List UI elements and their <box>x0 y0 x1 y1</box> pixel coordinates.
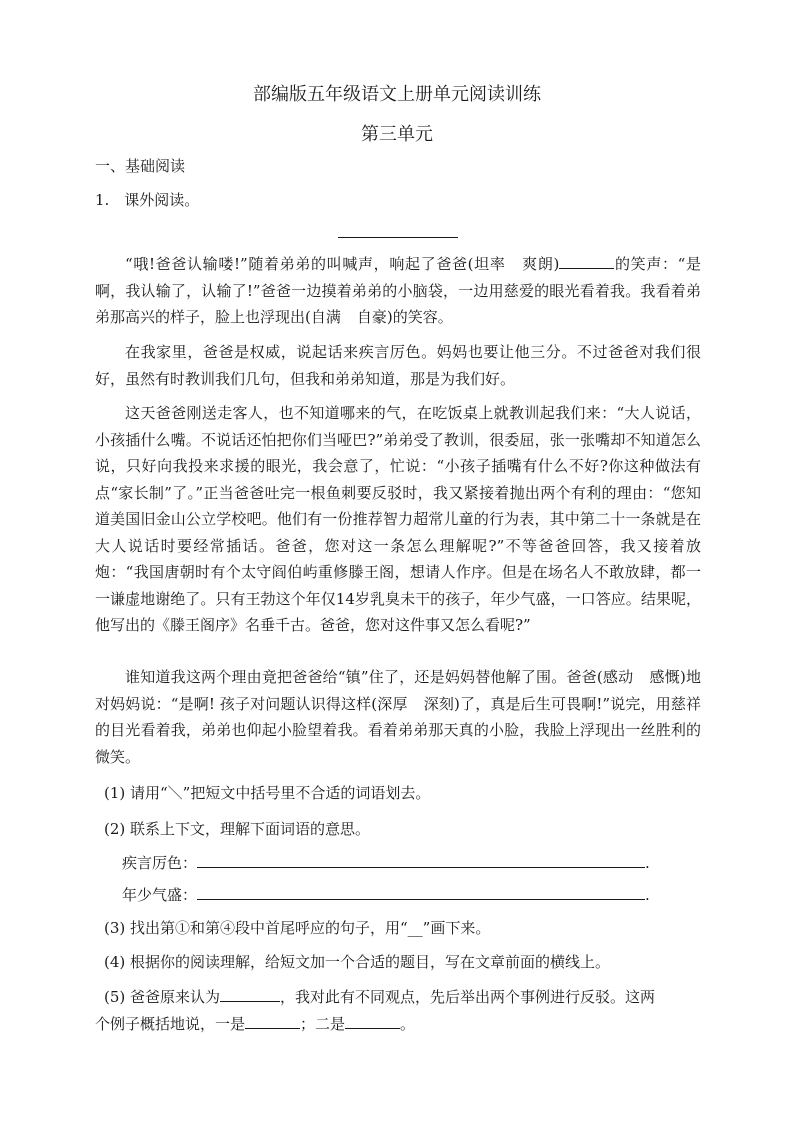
answer-row-1 <box>122 852 650 873</box>
passage-paragraph-3: 这天爸爸刚送走客人，也不知道哪来的气，在吃饭桌上就教训起我们来：“大人说话，小孩插什么嘴。不说话还怕把你们当哑巴?”弟弟受了教训，很委屈，张一张嘴却不知道怎么说，只好向我投来求援的眼光，我会意了，忙说：“小孩子插嘴有什么不好?你这种做法有点“家长制”了。”正当爸爸吐完一根鱼刺要反驳时，我又紧接着抛出两个有利的理由：“您知道美国旧金山公立学校吧。他们有一份推荐智力超常儿童的行为表，其中第二十一条就是在大人说话时要经常插话。爸爸，您对这一条怎么理解呢?”不等爸爸回答，我又接着放炮：“我国唐朝时有个太守阎伯屿重修滕王阁，想请人作序。但是在场名人不敢放肆，都一一谦虚地谢绝了。只有王勃这个年仅14岁乳臭未干的孩子，年少气盛，一口答应。结果呢，他写出的《滕王阁序》名垂千古。爸爸，您对这件事又怎么看呢?” <box>95 404 701 634</box>
term-label-2: 年少气盛： <box>122 886 198 904</box>
answer-line-1[interactable] <box>197 852 645 868</box>
question-4: (4) 根据你的阅读理解，给短文加一个合适的题目，写在文章前面的横线上。 <box>104 953 611 971</box>
unit-subtitle: 第三单元 <box>361 124 433 145</box>
item-heading: 1. 课外阅读。 <box>95 191 200 209</box>
passage-paragraph-4 <box>95 664 701 770</box>
question-5-line-2 <box>95 1013 415 1034</box>
q5-text-e: 。 <box>400 1015 416 1033</box>
p1-text-d: 自豪)的笑容。 <box>356 308 453 326</box>
blank-laugh-fill[interactable] <box>559 253 614 269</box>
q5-text-c: 个例子概括地说，一是 <box>95 1015 246 1033</box>
term-label-1: 疾言厉色： <box>122 854 198 872</box>
passage-title-blank[interactable] <box>338 237 458 238</box>
q5-blank-father-view[interactable] <box>220 986 280 1002</box>
q5-blank-example-1[interactable] <box>245 1013 300 1029</box>
document-title: 部编版五年级语文上册单元阅读训练 <box>253 84 541 105</box>
question-5-line-1 <box>104 986 655 1007</box>
q5-text-a: (5) 爸爸原来认为 <box>104 988 221 1006</box>
answer-line-2[interactable] <box>197 884 645 900</box>
answer-end-1: . <box>645 854 650 872</box>
p1-text-b: 爽朗) <box>521 255 560 273</box>
passage-paragraph-1 <box>95 251 701 331</box>
q5-text-d: ；二是 <box>300 1015 346 1033</box>
passage-paragraph-2: 在我家里，爸爸是权威，说起话来疾言厉色。妈妈也要让他三分。不过爸爸对我们很好，虽然有时教训我们几句，但我和弟弟知道，那是为我们好。 <box>95 343 701 388</box>
p4-text-b: 感慨)地对妈妈说：“是啊! 孩子对问题认识得这样(深厚 <box>95 668 701 713</box>
p4-text-c: 深刻)了，真是后生可畏啊!”说完，用慈祥的目光看着我，弟弟也仰起小脸望着我。看着弟弟那天真的小脸，我脸上浮现出一丝胜利的微笑。 <box>95 694 701 766</box>
section-heading: 一、基础阅读 <box>95 157 186 175</box>
answer-end-2: . <box>645 886 650 904</box>
p1-text-a: “哦!爸爸认输喽!”随着弟弟的叫喊声，响起了爸爸(坦率 <box>125 255 506 273</box>
question-2: (2) 联系上下文，理解下面词语的意思。 <box>104 820 371 838</box>
answer-row-2 <box>122 884 650 905</box>
question-3: (3) 找出第①和第④段中首尾呼应的句子，用“__”画下来。 <box>104 919 491 937</box>
p4-text-a: 谁知道我这两个理由竟把爸爸给“镇”住了，还是妈妈替他解了围。爸爸(感动 <box>125 668 634 686</box>
p1-text-c: 的笑声：“是啊，我认输了，认输了!”爸爸一边摸着弟弟的小脑袋，一边用慈爱的眼光看着我。我看着弟弟那高兴的样子，脸上也浮现出(自满 <box>95 255 701 326</box>
q5-blank-example-2[interactable] <box>345 1013 400 1029</box>
question-1: (1) 请用“＼”把短文中括号里不合适的词语划去。 <box>104 784 431 802</box>
q5-text-b: ，我对此有不同观点，先后举出两个事例进行反驳。这两 <box>280 988 656 1006</box>
